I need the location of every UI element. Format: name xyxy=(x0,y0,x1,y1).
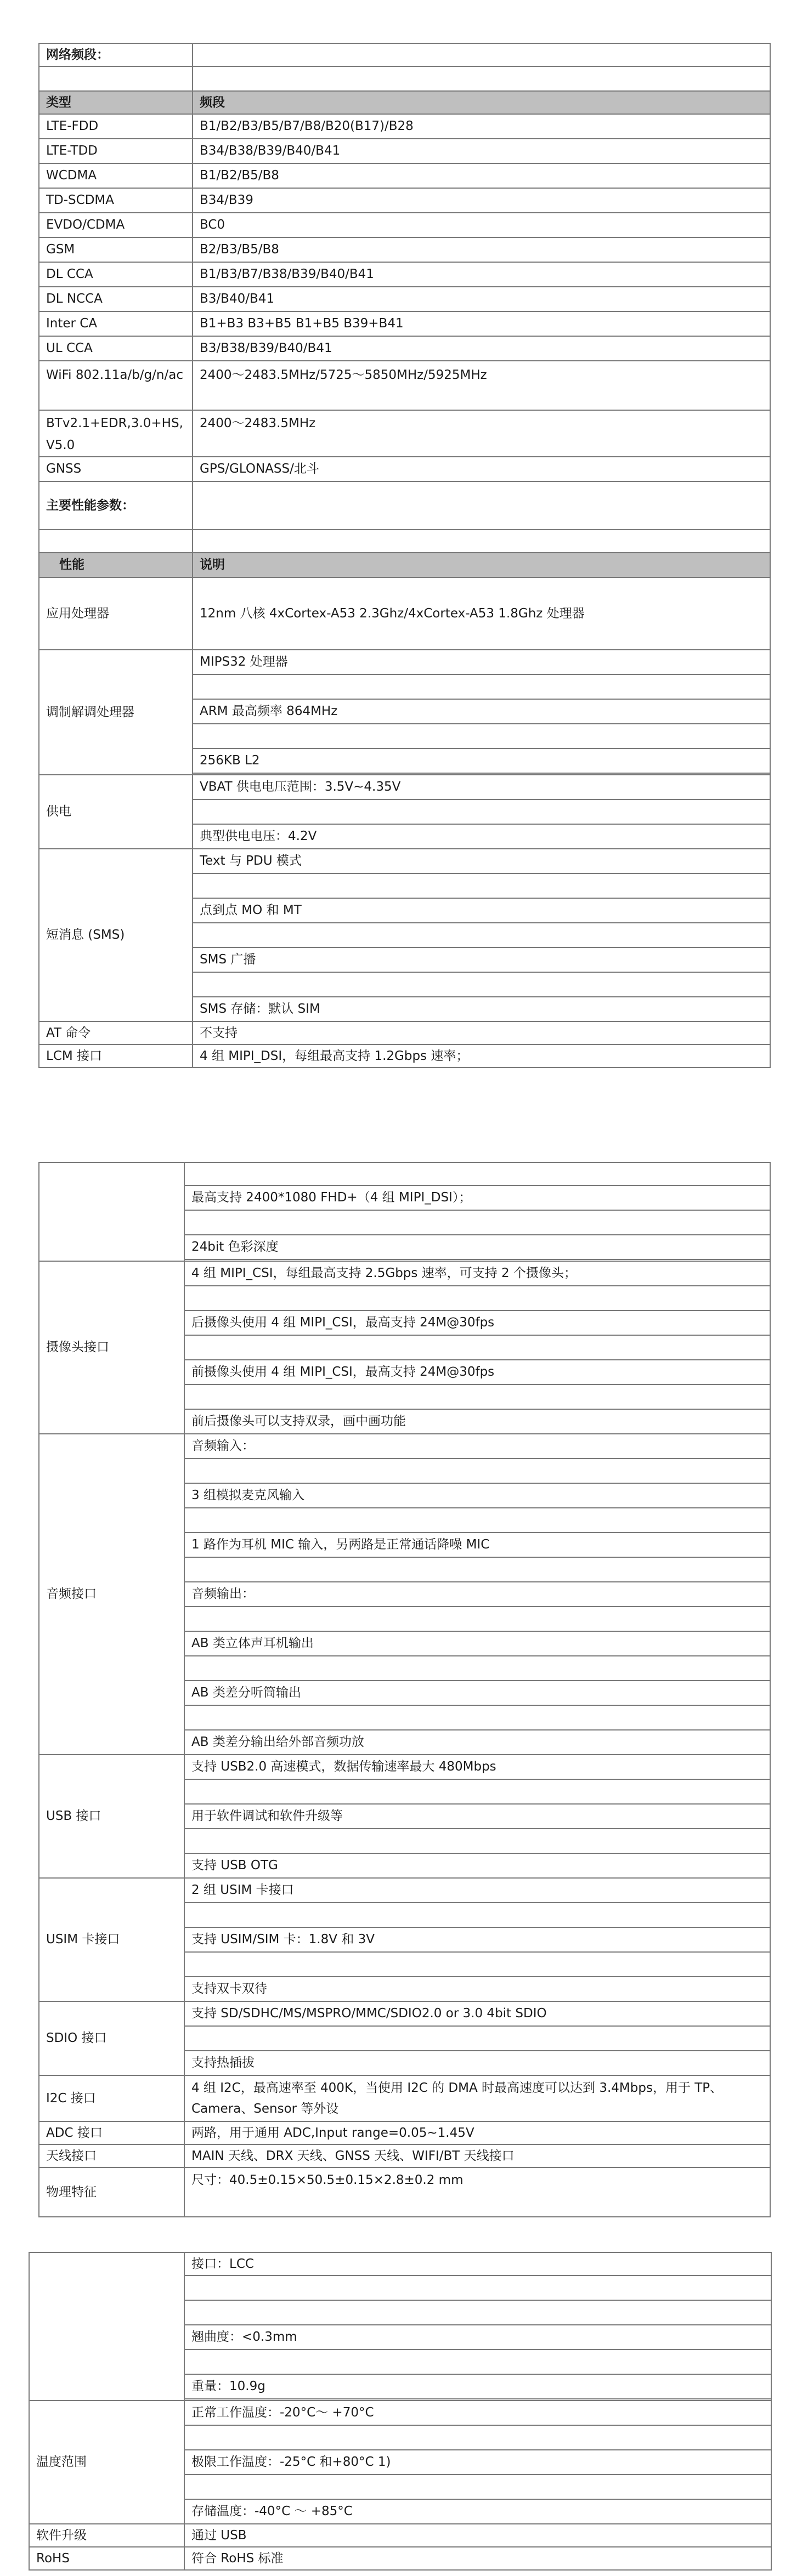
audio-value: AB 类差分听筒输出 xyxy=(184,1681,770,1705)
spacer-cell xyxy=(193,972,770,997)
interface-table xyxy=(38,1162,771,2217)
sdio-label: SDIO 接口 xyxy=(39,2001,184,2075)
physical-value: 接口：LCC xyxy=(184,2252,771,2276)
band-value: B1+B3 B3+B5 B1+B5 B39+B41 xyxy=(193,311,770,336)
spacer-cell xyxy=(184,1829,770,1853)
usb-value: 支持 USB2.0 高速模式，数据传输速率最大 480Mbps xyxy=(184,1755,770,1779)
spacer-cell xyxy=(184,2300,771,2325)
empty-cell xyxy=(193,43,770,66)
band-type: GSM xyxy=(39,237,193,262)
bt-band: 2400～2483.5MHz xyxy=(193,410,770,457)
spacer-cell xyxy=(193,873,770,898)
camera-value: 4 组 MIPI_CSI，每组最高支持 2.5Gbps 速率，可支持 2 个摄像头； xyxy=(184,1261,770,1286)
spacer-cell xyxy=(184,1656,770,1681)
physical-value: 翘曲度：<0.3mm xyxy=(184,2325,771,2350)
adc-value: 两路，用于通用 ADC,Input range=0.05~1.45V xyxy=(184,2121,770,2144)
band-value: B34/B38/B39/B40/B41 xyxy=(193,139,770,163)
software-upgrade-label: 软件升级 xyxy=(29,2524,184,2547)
spacer-cell xyxy=(184,1557,770,1582)
band-type: DL NCCA xyxy=(39,287,193,311)
band-header: 频段 xyxy=(193,91,770,114)
band-value: B2/B3/B5/B8 xyxy=(193,237,770,262)
performance-header: 性能 xyxy=(39,553,193,577)
gnss-band: GPS/GLONASS/北斗 xyxy=(193,457,770,481)
modem-value: MIPS32 处理器 xyxy=(193,650,770,674)
spacer-cell xyxy=(193,530,770,553)
antenna-value: MAIN 天线、DRX 天线、GNSS 天线、WIFI/BT 天线接口 xyxy=(184,2144,770,2168)
spacer-cell xyxy=(184,1459,770,1483)
adc-label: ADC 接口 xyxy=(39,2121,184,2144)
spacer-cell xyxy=(184,1508,770,1533)
band-type: WCDMA xyxy=(39,163,193,188)
rohs-label: RoHS xyxy=(29,2547,184,2570)
spacer-cell xyxy=(184,1335,770,1360)
temperature-value: 极限工作温度：-25°C 和+80°C 1) xyxy=(184,2450,771,2475)
usim-value: 支持 USIM/SIM 卡：1.8V 和 3V xyxy=(184,1927,770,1952)
audio-value: 音频输入： xyxy=(184,1434,770,1459)
antenna-label: 天线接口 xyxy=(39,2144,184,2168)
power-label: 供电 xyxy=(39,775,193,849)
modem-value: ARM 最高频率 864MHz xyxy=(193,699,770,724)
wifi-band: 2400～2483.5MHz/5725～5850MHz/5925MHz xyxy=(193,361,770,410)
network-bands-heading: 网络频段： xyxy=(39,43,193,66)
description-header: 说明 xyxy=(193,553,770,577)
spacer-cell xyxy=(184,2425,771,2450)
audio-label: 音频接口 xyxy=(39,1434,184,1755)
temperature-value: 存储温度：-40°C ～ +85°C xyxy=(184,2499,771,2524)
sms-value: Text 与 PDU 模式 xyxy=(193,849,770,873)
at-value: 不支持 xyxy=(193,1022,770,1045)
band-type: LTE-FDD xyxy=(39,114,193,139)
band-type-header: 类型 xyxy=(39,91,193,114)
usim-value: 2 组 USIM 卡接口 xyxy=(184,1878,770,1903)
spacer-cell xyxy=(193,923,770,947)
lcm-continuation-label xyxy=(39,1162,184,1261)
usb-value: 用于软件调试和软件升级等 xyxy=(184,1804,770,1829)
spacer-cell xyxy=(184,1162,770,1185)
modem-value: 256KB L2 xyxy=(193,748,770,773)
audio-value: 3 组模拟麦克风输入 xyxy=(184,1483,770,1508)
spacer-cell xyxy=(184,1705,770,1730)
camera-value: 后摄像头使用 4 组 MIPI_CSI，最高支持 24M@30fps xyxy=(184,1310,770,1335)
camera-label: 摄像头接口 xyxy=(39,1261,184,1434)
band-type: Inter CA xyxy=(39,311,193,336)
spacer-cell xyxy=(184,1286,770,1310)
usim-value: 支持双卡双待 xyxy=(184,1977,770,2001)
lcm-value: 最高支持 2400*1080 FHD+（4 组 MIPI_DSI）； xyxy=(184,1185,770,1210)
physical-label: 物理特征 xyxy=(39,2168,184,2217)
band-value: B34/B39 xyxy=(193,188,770,213)
band-value: B1/B2/B3/B5/B7/B8/B20(B17)/B28 xyxy=(193,114,770,139)
band-type: UL CCA xyxy=(39,336,193,361)
power-value: 典型供电电压：4.2V xyxy=(193,824,770,849)
sms-label: 短消息 (SMS) xyxy=(39,849,193,1022)
camera-value: 前后摄像头可以支持双录，画中画功能 xyxy=(184,1409,770,1434)
i2c-value: 4 组 I2C，最高速率至 400K，当使用 I2C 的 DMA 时最高速度可以达到 3.4Mbps，用于 TP、Camera、Sensor 等外设 xyxy=(184,2075,770,2121)
spacer-cell xyxy=(184,1779,770,1804)
spacer-cell xyxy=(193,674,770,699)
usim-label: USIM 卡接口 xyxy=(39,1878,184,2001)
audio-value: AB 类立体声耳机输出 xyxy=(184,1631,770,1656)
band-value: B1/B3/B7/B38/B39/B40/B41 xyxy=(193,262,770,287)
bt-type: BTv2.1+EDR,3.0+HS, V5.0 xyxy=(39,410,193,457)
gnss-type: GNSS xyxy=(39,457,193,481)
usb-label: USB 接口 xyxy=(39,1755,184,1878)
environment-table xyxy=(29,2252,772,2571)
band-type: TD-SCDMA xyxy=(39,188,193,213)
ap-label: 应用处理器 xyxy=(39,577,193,650)
audio-value: 音频输出： xyxy=(184,1582,770,1607)
wifi-type: WiFi 802.11a/b/g/n/ac xyxy=(39,361,193,410)
modem-label: 调制解调处理器 xyxy=(39,650,193,775)
empty-cell xyxy=(193,481,770,530)
audio-value: AB 类差分输出给外部音频功放 xyxy=(184,1730,770,1755)
spacer-cell xyxy=(184,2475,771,2499)
spacer-cell xyxy=(193,66,770,91)
spacer-cell xyxy=(184,1903,770,1927)
band-value: BC0 xyxy=(193,213,770,237)
spacer-cell xyxy=(193,724,770,748)
temperature-value: 正常工作温度：-20°C～ +70°C xyxy=(184,2401,771,2425)
band-value: B3/B38/B39/B40/B41 xyxy=(193,336,770,361)
spacer-cell xyxy=(184,1607,770,1631)
sdio-value: 支持热插拔 xyxy=(184,2051,770,2075)
performance-heading: 主要性能参数： xyxy=(39,481,193,530)
temperature-label: 温度范围 xyxy=(29,2401,184,2524)
lcm-value: 24bit 色彩深度 xyxy=(184,1235,770,1259)
physical-continuation-label xyxy=(29,2252,184,2401)
network-band-table xyxy=(38,43,771,1068)
lcm-label: LCM 接口 xyxy=(39,1045,193,1068)
usb-value: 支持 USB OTG xyxy=(184,1853,770,1878)
sms-value: SMS 存储：默认 SIM xyxy=(193,997,770,1022)
band-type: LTE-TDD xyxy=(39,139,193,163)
i2c-label: I2C 接口 xyxy=(39,2075,184,2121)
rohs-value: 符合 RoHS 标准 xyxy=(184,2547,771,2570)
band-value: B1/B2/B5/B8 xyxy=(193,163,770,188)
software-upgrade-value: 通过 USB xyxy=(184,2524,771,2547)
band-value: B3/B40/B41 xyxy=(193,287,770,311)
physical-value: 尺寸：40.5±0.15×50.5±0.15×2.8±0.2 mm xyxy=(184,2168,770,2217)
power-value: VBAT 供电电压范围：3.5V~4.35V xyxy=(193,775,770,799)
spacer-cell xyxy=(184,1210,770,1235)
spacer-cell xyxy=(184,1952,770,1977)
spacer-cell xyxy=(39,66,193,91)
band-type: EVDO/CDMA xyxy=(39,213,193,237)
camera-value: 前摄像头使用 4 组 MIPI_CSI，最高支持 24M@30fps xyxy=(184,1360,770,1385)
lcm-value: 4 组 MIPI_DSI，每组最高支持 1.2Gbps 速率； xyxy=(193,1045,770,1068)
spacer-cell xyxy=(39,530,193,553)
spacer-cell xyxy=(184,2026,770,2051)
sms-value: 点到点 MO 和 MT xyxy=(193,898,770,923)
band-type: DL CCA xyxy=(39,262,193,287)
ap-value: 12nm 八核 4xCortex-A53 2.3Ghz/4xCortex-A53 1.8Ghz 处理器 xyxy=(193,577,770,650)
spacer-cell xyxy=(193,799,770,824)
spacer-cell xyxy=(184,2350,771,2374)
sms-value: SMS 广播 xyxy=(193,947,770,972)
physical-value: 重量：10.9g xyxy=(184,2374,771,2399)
sdio-value: 支持 SD/SDHC/MS/MSPRO/MMC/SDIO2.0 or 3.0 4bit SDIO xyxy=(184,2001,770,2026)
spacer-cell xyxy=(184,2276,771,2300)
at-label: AT 命令 xyxy=(39,1022,193,1045)
spacer-cell xyxy=(184,1385,770,1409)
audio-value: 1 路作为耳机 MIC 输入，另两路是正常通话降噪 MIC xyxy=(184,1533,770,1557)
